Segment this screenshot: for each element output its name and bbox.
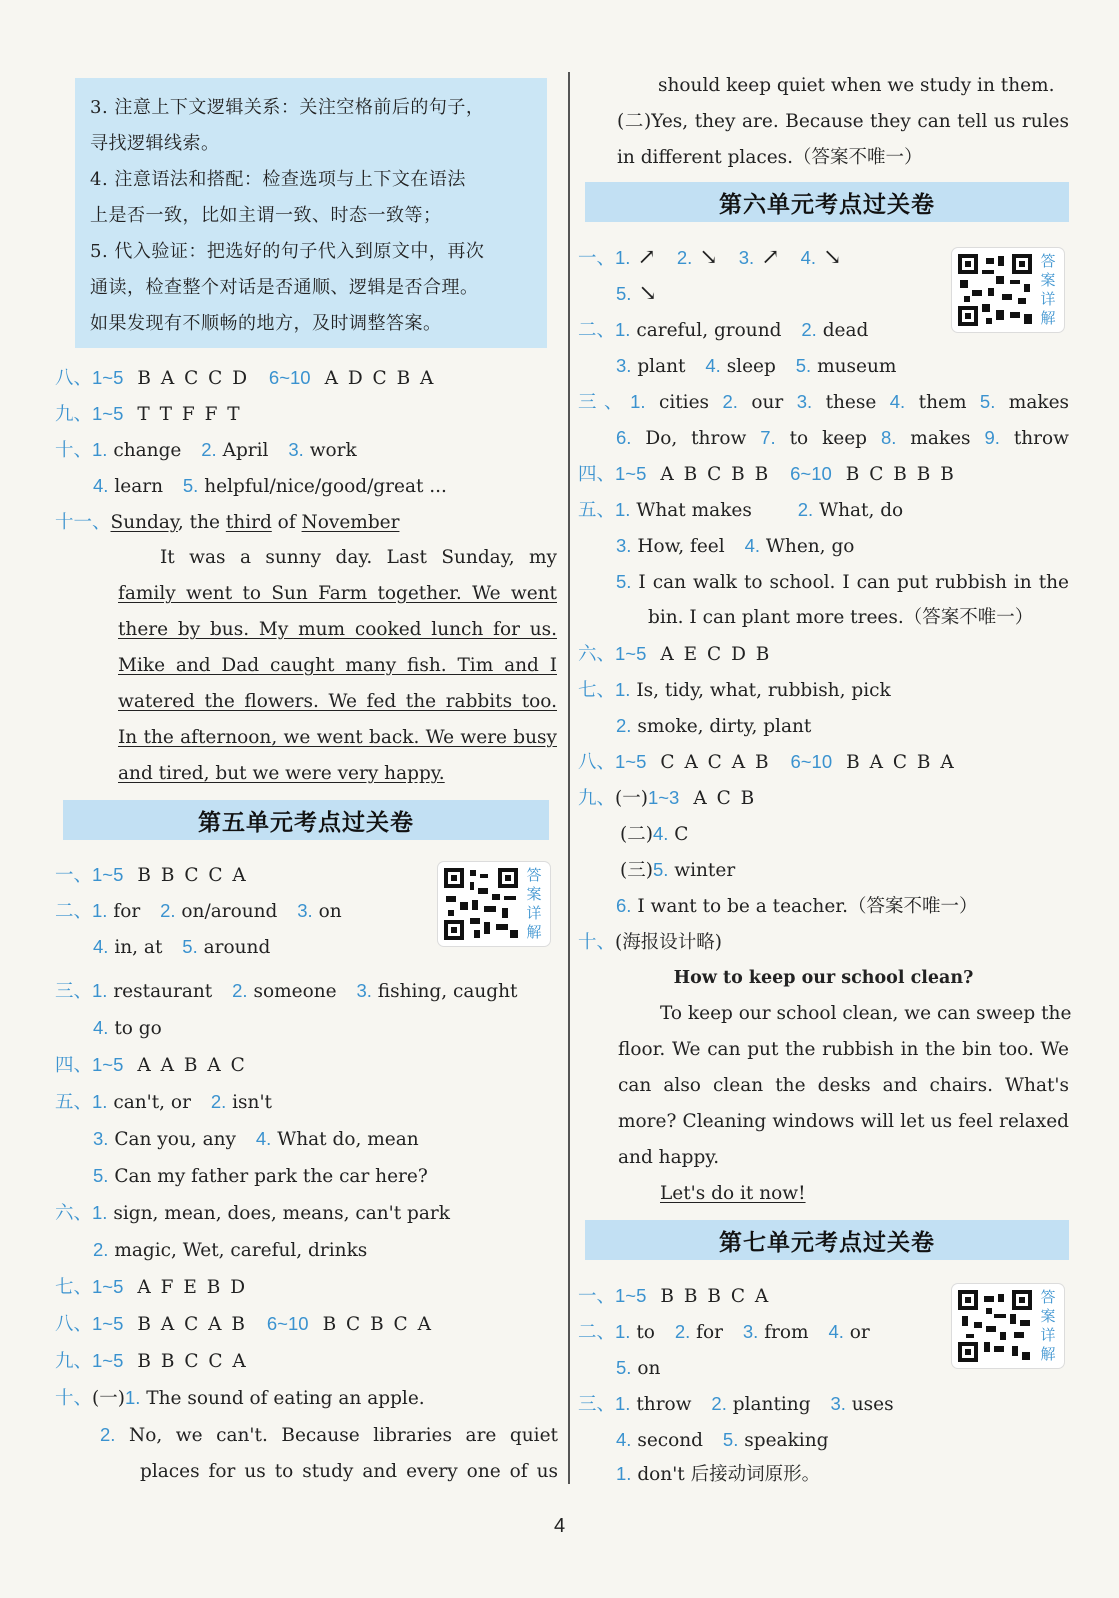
essay-line: To keep our school clean, we can sweep the	[660, 1003, 1072, 1024]
tip-line: 4. 注意语法和搭配：检查选项与上下文在语法	[90, 169, 466, 190]
u5-q6: 六、1. sign, mean, does, means, can't park	[55, 1202, 450, 1224]
tip-line: 通读，检查整个对话是否通顺、逻辑是否合理。	[90, 277, 479, 298]
arrow-down-right-icon: ↘	[638, 281, 657, 306]
u7-q3: 三、1. throw 2. planting 3. uses	[578, 1393, 894, 1415]
tip-line: 5. 代入验证：把选好的句子代入到原文中，再次	[90, 241, 485, 262]
u6-q7: 七、1. Is, tidy, what, rubbish, pick	[578, 679, 891, 701]
essay-line: more? Cleaning windows will let us feel relaxed	[618, 1111, 1069, 1132]
u6-q3: 三、1. cities 2. our 3. these 4. them 5. makes	[578, 391, 1070, 413]
section-9: 九、1~5 T T F F T	[55, 403, 242, 425]
tip-line: 寻找逻辑线索。	[90, 133, 220, 154]
u6-q6: 六、1~5 A E C D B	[578, 643, 772, 665]
unit6-header: 第六单元考点过关卷	[585, 182, 1069, 222]
column-divider	[568, 72, 570, 1484]
u7-q1: 一、1~5 B B B C A	[578, 1285, 771, 1307]
unit7-header: 第七单元考点过关卷	[585, 1220, 1069, 1260]
u5-q7: 七、1~5 A F E B D	[55, 1276, 248, 1298]
right-cont-line: (二)Yes, they are. Because they can tell us rules	[617, 111, 1069, 132]
tip-line: 如果发现有不顺畅的地方，及时调整答案。	[90, 313, 442, 334]
u5-q2: 二、1. for 2. on/around 3. on	[55, 900, 342, 922]
u6-q9-line4: 6. I want to be a teacher.（答案不唯一）	[616, 895, 978, 917]
essay-line: In the afternoon, we went back. We were busy	[118, 727, 557, 748]
u6-q5-line3: 5. I can walk to school. I can put rubbish in the	[616, 571, 1069, 593]
essay-line: can also clean the desks and chairs. What's	[618, 1075, 1069, 1096]
u6-q3-line2: 6. Do, throw 7. to keep 8. makes 9. throw	[616, 427, 1069, 449]
u6-q7-line2: 2. smoke, dirty, plant	[616, 715, 812, 737]
essay-line: floor. We can put the rubbish in the bin too. We	[618, 1039, 1069, 1060]
section-10: 十、1. change 2. April 3. work	[55, 439, 357, 461]
u6-q2: 二、1. careful, ground 2. dead	[578, 319, 869, 341]
right-cont-line: should keep quiet when we study in them.	[658, 75, 1055, 96]
u5-q3: 三、1. restaurant 2. someone 3. fishing, caught	[55, 980, 518, 1002]
u6-q9-line3: (三)5. winter	[620, 859, 736, 881]
qr-label: 答案详解	[526, 866, 542, 941]
arrow-up-right-icon: ↗	[761, 245, 780, 270]
u6-q1: 一、1. ↗ 2. ↘ 3. ↗ 4. ↘	[578, 245, 842, 270]
qr-pattern-icon	[958, 1290, 1034, 1362]
u5-q5-line2: 3. Can you, any 4. What do, mean	[93, 1128, 419, 1150]
u6-q8: 八、1~5 C A C A B 6~10 B A C B A	[578, 751, 956, 773]
u5-q10-line2: 2. No, we can't. Because libraries are quiet	[100, 1424, 558, 1446]
section-11-title: 十一、Sunday, the third of November	[55, 511, 400, 533]
u5-q10: 十、(一)1. The sound of eating an apple.	[55, 1387, 425, 1409]
u5-q10-line3: places for us to study and every one of us	[140, 1461, 558, 1482]
section-8: 八、1~5 B A C C D 6~10 A D C B A	[55, 367, 436, 389]
u7-q2-line2: 5. on	[616, 1357, 661, 1379]
essay-line: and tired, but we were very happy.	[118, 763, 445, 784]
section-10-line2: 4. learn 5. helpful/nice/good/great ...	[93, 475, 447, 497]
unit5-header: 第五单元考点过关卷	[63, 800, 549, 840]
u6-q9-line2: (二)4. C	[620, 823, 689, 845]
u5-q4: 四、1~5 A A B A C	[55, 1054, 247, 1076]
u7-q3-line2: 4. second 5. speaking	[616, 1429, 829, 1451]
u5-q8: 八、1~5 B A C A B 6~10 B C B C A	[55, 1313, 433, 1335]
arrow-down-right-icon: ↘	[699, 245, 718, 270]
u6-q5-line2: 3. How, feel 4. When, go	[616, 535, 855, 557]
qr-pattern-icon	[444, 868, 520, 940]
arrow-up-right-icon: ↗	[637, 245, 656, 270]
u7-q2: 二、1. to 2. for 3. from 4. or	[578, 1321, 870, 1343]
qr-code[interactable]	[952, 248, 1064, 332]
u6-q9: 九、(一)1~3 A C B	[578, 787, 757, 809]
tip-line: 3. 注意上下文逻辑关系：关注空格前后的句子，	[90, 97, 485, 118]
essay-line: there by bus. My mum cooked lunch for us.	[118, 619, 557, 640]
essay-closing: Let's do it now!	[660, 1183, 806, 1204]
u5-q5: 五、1. can't, or 2. isn't	[55, 1091, 272, 1113]
qr-code[interactable]	[438, 862, 550, 946]
qr-label: 答案详解	[1040, 252, 1056, 327]
u6-q2-line2: 3. plant 4. sleep 5. museum	[616, 355, 897, 377]
u6-q4: 四、1~5 A B C B B 6~10 B C B B B	[578, 463, 956, 485]
essay-line: family went to Sun Farm together. We went	[118, 583, 557, 604]
u6-q5: 五、1. What makes 2. What, do	[578, 499, 904, 521]
tip-line: 上是否一致，比如主谓一致、时态一致等；	[90, 205, 442, 226]
qr-label: 答案详解	[1040, 1288, 1056, 1363]
u6-q10: 十、(海报设计略)	[578, 931, 722, 953]
essay-title: How to keep our school clean?	[673, 968, 974, 988]
qr-code[interactable]	[952, 1284, 1064, 1368]
u5-q2-line2: 4. in, at 5. around	[93, 936, 271, 958]
essay-line: watered the flowers. We fed the rabbits too.	[118, 691, 557, 712]
u7-note: 1. don't 后接动词原形。	[616, 1463, 821, 1485]
page-number: 4	[553, 1515, 566, 1537]
arrow-down-right-icon: ↘	[823, 245, 842, 270]
right-cont-line: in different places.（答案不唯一）	[617, 147, 923, 168]
u5-q1: 一、1~5 B B C C A	[55, 864, 248, 886]
u5-q3-line2: 4. to go	[93, 1017, 162, 1039]
u5-q5-line3: 5. Can my father park the car here?	[93, 1165, 428, 1187]
essay-line: Mike and Dad caught many fish. Tim and I	[118, 655, 557, 676]
u6-q5-line4: bin. I can plant more trees.（答案不唯一）	[648, 607, 1034, 628]
essay-line: It was a sunny day. Last Sunday, my	[160, 547, 557, 568]
u5-q6-line2: 2. magic, Wet, careful, drinks	[93, 1239, 368, 1261]
essay-line: and happy.	[618, 1147, 720, 1168]
u6-q1-line2: 5. ↘	[616, 281, 657, 306]
u5-q9: 九、1~5 B B C C A	[55, 1350, 248, 1372]
qr-pattern-icon	[958, 254, 1034, 326]
